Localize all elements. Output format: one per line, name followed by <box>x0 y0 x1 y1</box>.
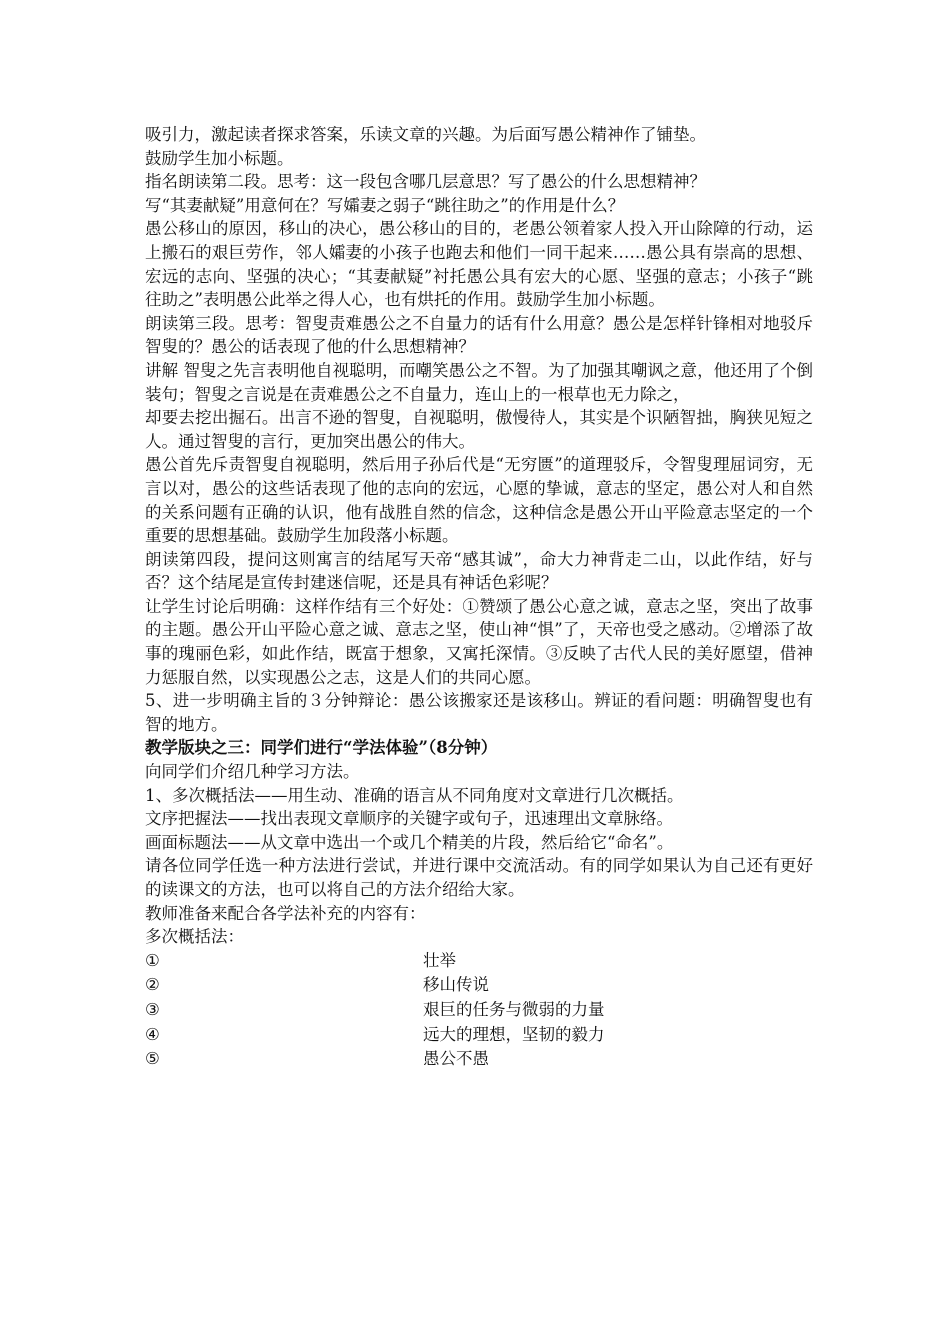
paragraph: 5、进一步明确主旨的３分钟辩论：愚公该搬家还是该移山。辨证的看问题：明确智叟也有智的地方。 <box>145 691 813 734</box>
paragraph: 朗读第四段，提问这则寓言的结尾写天帝“感其诚”，命大力神背走二山，以此作结，好与否？这个结尾是宣传封建迷信呢，还是具有神话色彩呢？ <box>145 549 813 593</box>
list-item <box>145 973 813 998</box>
paragraph: 让学生讨论后明确：这样作结有三个好处：①赞颂了愚公心意之诚，意志之坚，突出了故事的主题。愚公开山平险心意之诚、意志之坚，使山神“惧”了，天帝也受之感动。②增添了故事的瑰丽色彩，如此作结，既富于想象，又寓托深情。③反映了古代人民的美好愿望，借神力惩服自然，以实现愚公之志，这是人们的共同心愿。 <box>145 596 813 687</box>
list-item <box>145 1047 813 1072</box>
paragraph: 鼓励学生加小标题。 <box>145 148 294 168</box>
paragraph: 画面标题法——从文章中选出一个或几个精美的片段，然后给它“命名”。 <box>145 832 674 852</box>
list-item-text: 壮举 <box>423 950 456 970</box>
list-item-text: 愚公不愚 <box>423 1049 489 1069</box>
list-item-text: 艰巨的任务与微弱的力量 <box>423 999 605 1019</box>
list-item <box>145 949 813 974</box>
list-item-text: 移山传说 <box>423 975 489 995</box>
list-item-text: 远大的理想，坚韧的毅力 <box>423 1024 605 1044</box>
paragraph: 多次概括法： <box>145 927 244 947</box>
list-item <box>145 998 813 1023</box>
paragraph: 1、多次概括法——用生动、准确的语言从不同角度对文章进行几次概括。 <box>145 785 684 805</box>
list-item-number: ② <box>145 975 160 995</box>
paragraph: 却要去挖出掘石。出言不逊的智叟，自视聪明，傲慢待人，其实是个识陋智拙，胸狭见短之人。通过智叟的言行，更加突出愚公的伟大。 <box>145 408 813 451</box>
list-item-number: ⑤ <box>145 1049 160 1069</box>
paragraph: 请各位同学任选一种方法进行尝试，并进行课中交流活动。有的同学如果认为自己还有更好的读课文的方法，也可以将自己的方法介绍给大家。 <box>145 856 813 899</box>
list-item-number: ① <box>145 950 160 970</box>
list-item <box>145 1023 813 1048</box>
section-heading: 教学版块之三：同学们进行“学法体验”（8分钟） <box>145 738 498 758</box>
list-item-number: ③ <box>145 999 160 1019</box>
paragraph: 写“其妻献疑”用意何在？写孀妻之弱子“跳往助之”的作用是什么？ <box>145 195 625 215</box>
paragraph: 文序把握法——找出表现文章顺序的关键字或句子，迅速理出文章脉络。 <box>145 809 673 829</box>
list-item-number: ④ <box>145 1024 160 1044</box>
paragraph: 吸引力，激起读者探求答案，乐读文章的兴趣。为后面写愚公精神作了铺垫。 <box>145 125 706 144</box>
paragraph: 愚公首先斥责智叟自视聪明，然后用子孙后代是“无穷匮”的道理驳斥，令智叟理屈词穷，无言以对，愚公的这些话表现了他的志向的宏远，心愿的挚诚，意志的坚定，愚公对人和自然的关系问题有正确的认识，他有战胜自然的信念，这种信念是愚公开山平险意志坚定的一个重要的思想基础。鼓励学生加段落小标题。 <box>145 455 813 546</box>
paragraph: 指名朗读第二段。思考：这一段包含哪几层意思？写了愚公的什么思想精神？ <box>145 172 706 192</box>
document-body <box>145 123 813 1072</box>
paragraph: 讲解 智叟之先言表明他自视聪明，而嘲笑愚公之不智。为了加强其嘲讽之意，他还用了个倒装句；智叟之言说是在责难愚公之不自量力，连山上的一根草也无力除之， <box>145 360 813 404</box>
paragraph: 朗读第三段。思考：智叟责难愚公之不自量力的话有什么用意？愚公是怎样针锋相对地驳斥智叟的？愚公的话表现了他的什么思想精神？ <box>145 313 813 357</box>
paragraph: 教师准备来配合各学法补充的内容有： <box>145 903 426 923</box>
paragraph: 向同学们介绍几种学习方法。 <box>145 762 360 782</box>
paragraph: 愚公移山的原因，移山的决心，愚公移山的目的，老愚公领着家人投入开山除障的行动，运上搬石的艰巨劳作，邻人孀妻的小孩子也跑去和他们一同干起来……愚公具有崇高的思想、宏远的志向、坚强的决心；“其妻献疑”衬托愚公具有宏大的心愿、坚强的意志；小孩子“跳往助之”表明愚公此举之得人心，也有烘托的作用。鼓励学生加小标题。 <box>145 219 813 310</box>
summary-list <box>145 949 813 1072</box>
